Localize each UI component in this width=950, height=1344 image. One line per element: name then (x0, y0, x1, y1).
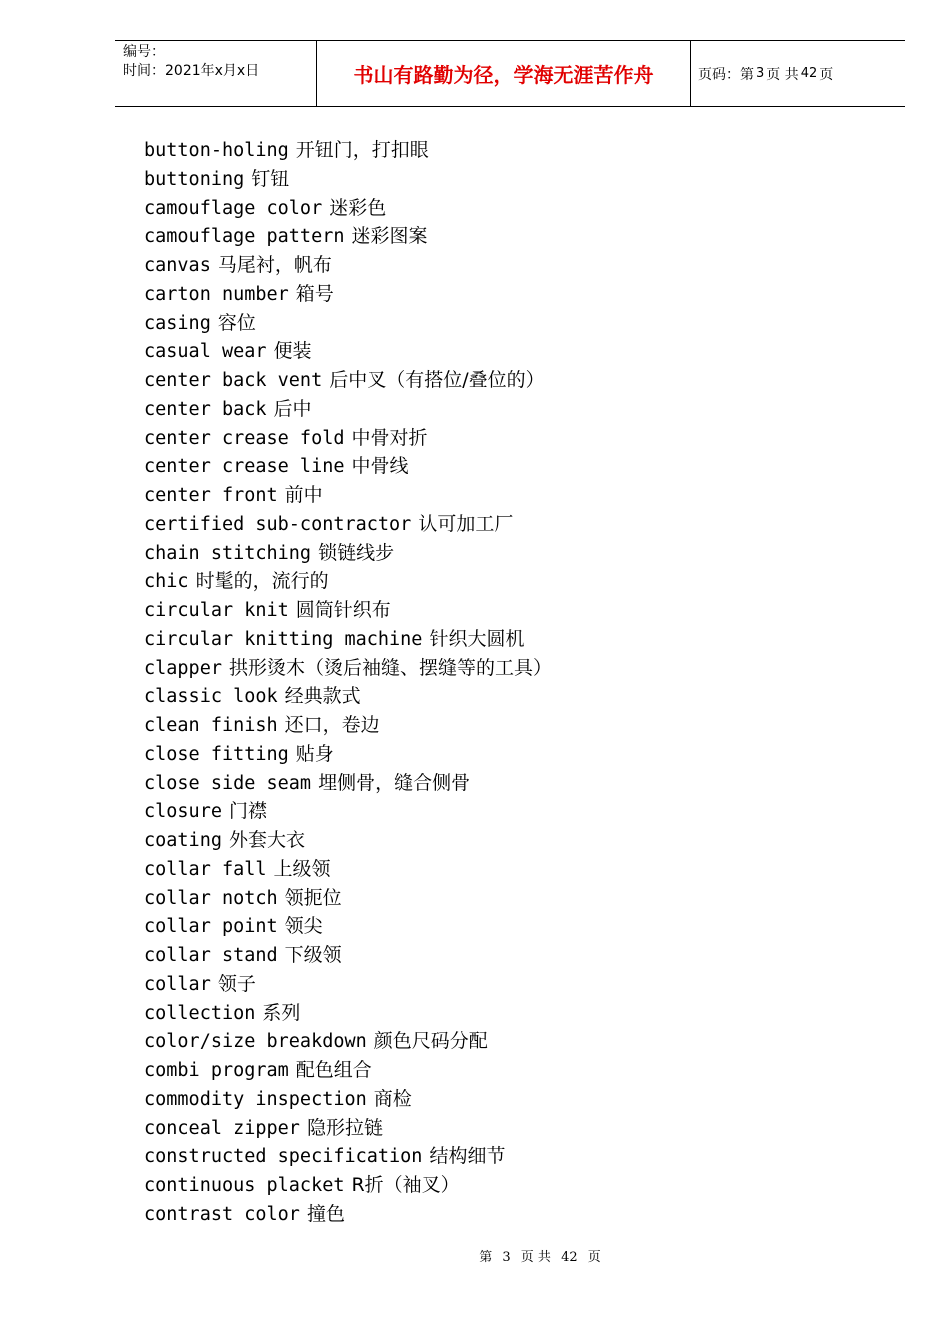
footer-prefix: 第 (479, 1250, 493, 1265)
glossary-entry (144, 797, 904, 826)
entry-english: button-holing (144, 140, 289, 161)
glossary-entry (144, 539, 904, 568)
time-line (123, 62, 315, 81)
glossary-entry (144, 194, 904, 223)
entry-chinese: 钉钮 (251, 167, 290, 190)
entry-english: chic (144, 571, 189, 593)
footer-mid: 页 共 (520, 1250, 551, 1265)
entry-english: buttoning (144, 168, 245, 190)
glossary-entry (144, 826, 904, 855)
entry-english: collar notch (144, 887, 278, 909)
entry-chinese: 后中 (273, 397, 312, 420)
time-value: 2021年x月x日 (165, 63, 260, 79)
entry-english: chain stitching (144, 542, 312, 564)
entry-chinese: 锁链线步 (318, 541, 395, 564)
header-motto: 书山有路勤为径，学海无涯苦作舟 (316, 41, 691, 106)
glossary-entry (144, 1056, 904, 1085)
entry-chinese: 商检 (373, 1087, 412, 1110)
entry-chinese: 贴身 (295, 742, 334, 765)
number-label: 编号： (123, 44, 165, 60)
glossary-entry (144, 222, 904, 251)
entry-chinese: 迷彩色 (329, 196, 387, 219)
glossary-entry (144, 912, 904, 941)
glossary-entry (144, 251, 904, 280)
glossary-entry (144, 682, 904, 711)
entry-english: collar point (144, 916, 278, 938)
entry-english: canvas (144, 255, 211, 276)
entry-chinese: 结构细节 (429, 1145, 506, 1168)
entry-chinese: 颜色尺码分配 (373, 1030, 488, 1053)
entry-chinese: 箱号 (295, 282, 334, 305)
entry-english: camouflage pattern (144, 226, 345, 248)
page-footer (0, 1246, 950, 1265)
glossary-entry (144, 510, 904, 539)
entry-chinese: 迷彩图案 (351, 225, 428, 248)
entry-chinese: 领扼位 (284, 886, 342, 909)
entry-english: circular knitting machine (144, 628, 423, 650)
entry-english: collar (144, 973, 211, 995)
entry-english: center crease line (144, 456, 345, 478)
entry-chinese: 前中 (284, 484, 323, 506)
entry-chinese: 针织大圆机 (429, 627, 525, 650)
entry-english: casual wear (144, 341, 267, 363)
entry-english: combi program (144, 1060, 289, 1081)
glossary-entry (144, 366, 904, 395)
glossary-entry (144, 337, 904, 366)
page-current: 3 (756, 66, 765, 81)
page-label: 页码：第 (698, 66, 754, 83)
entry-english: collection (144, 1002, 256, 1024)
glossary-entry (144, 1171, 904, 1200)
entry-english: casing (144, 312, 211, 334)
entry-chinese: 认可加工厂 (418, 512, 514, 535)
entry-english: closure (144, 801, 222, 823)
entry-english: close fitting (144, 743, 289, 765)
glossary-entry (144, 1200, 904, 1229)
entry-chinese: 后中叉（有搭位/叠位的） (329, 369, 545, 391)
glossary-entry (144, 999, 904, 1028)
entry-chinese: 容位 (217, 311, 256, 334)
footer-current: 3 (502, 1250, 511, 1265)
entry-english: contrast color (144, 1203, 300, 1225)
glossary-entry (144, 740, 904, 769)
entry-chinese: 系列 (262, 1001, 301, 1024)
entry-chinese: 撞色 (306, 1202, 345, 1225)
glossary-entry (144, 855, 904, 884)
glossary-entry (144, 769, 904, 798)
entry-english: carton number (144, 283, 289, 305)
glossary-entry (144, 136, 904, 165)
header-meta (123, 43, 315, 81)
entry-english: certified sub-contractor (144, 513, 412, 535)
entry-chinese: 领尖 (284, 915, 323, 938)
page-total: 42 (800, 66, 818, 81)
entry-chinese: 开钮门，打扣眼 (295, 139, 429, 161)
entry-chinese: 门襟 (228, 800, 267, 823)
glossary-entry (144, 481, 904, 510)
entry-english: collar fall (144, 858, 267, 880)
header-page-number (698, 41, 833, 106)
glossary-entry (144, 165, 904, 194)
entry-english: commodity inspection (144, 1088, 367, 1110)
entry-chinese: 还口，卷边 (284, 714, 380, 736)
entry-chinese: R折（袖叉） (351, 1174, 460, 1196)
entry-english: center front (144, 485, 278, 506)
glossary-entry (144, 884, 904, 913)
entry-chinese: 配色组合 (295, 1059, 372, 1081)
entry-english: conceal zipper (144, 1117, 300, 1139)
glossary-entry (144, 941, 904, 970)
glossary-entry (144, 654, 904, 683)
entry-english: color/size breakdown (144, 1031, 367, 1053)
entry-chinese: 时髦的，流行的 (195, 570, 329, 593)
entry-chinese: 上级领 (273, 857, 331, 880)
glossary-entry (144, 424, 904, 453)
glossary-entry (144, 280, 904, 309)
glossary-entry (144, 1142, 904, 1171)
page-header (115, 40, 905, 107)
footer-total: 42 (561, 1250, 578, 1265)
entry-chinese: 领子 (217, 972, 256, 995)
glossary-entry (144, 970, 904, 999)
time-label: 时间： (123, 63, 165, 79)
entry-chinese: 下级领 (284, 944, 342, 966)
entry-chinese: 埋侧骨，缝合侧骨 (318, 771, 471, 794)
entry-english: coating (144, 830, 222, 851)
footer-suffix: 页 (587, 1250, 601, 1265)
entry-english: clapper (144, 657, 222, 679)
glossary-entry (144, 309, 904, 338)
entry-chinese: 便装 (273, 340, 312, 363)
page-end: 页 (819, 66, 834, 83)
entry-english: constructed specification (144, 1146, 423, 1168)
entry-chinese: 外套大衣 (228, 829, 305, 851)
glossary-entry (144, 711, 904, 740)
page-mid: 页 共 (766, 66, 799, 83)
entry-chinese: 圆筒针织布 (295, 599, 391, 621)
entry-english: camouflage color (144, 197, 323, 219)
entry-english: collar stand (144, 945, 278, 966)
entry-english: center back (144, 398, 267, 420)
entry-chinese: 拱形烫木（烫后袖缝、摆缝等的工具） (228, 656, 552, 679)
glossary-entry (144, 1085, 904, 1114)
glossary-entry (144, 452, 904, 481)
glossary-list (144, 136, 904, 1229)
entry-chinese: 马尾衬，帆布 (217, 254, 332, 276)
glossary-entry (144, 395, 904, 424)
glossary-entry (144, 1027, 904, 1056)
entry-english: circular knit (144, 600, 289, 621)
entry-chinese: 经典款式 (284, 685, 361, 708)
entry-chinese: 隐形拉链 (306, 1116, 383, 1139)
entry-chinese: 中骨对折 (351, 426, 428, 449)
glossary-entry (144, 1114, 904, 1143)
entry-english: center crease fold (144, 427, 345, 449)
entry-chinese: 中骨线 (351, 455, 409, 478)
entry-english: classic look (144, 686, 278, 708)
entry-english: continuous placket (144, 1175, 345, 1196)
glossary-entry (144, 596, 904, 625)
glossary-entry (144, 625, 904, 654)
entry-english: clean finish (144, 715, 278, 736)
entry-english: close side seam (144, 772, 312, 794)
entry-english: center back vent (144, 370, 323, 391)
glossary-entry (144, 567, 904, 596)
